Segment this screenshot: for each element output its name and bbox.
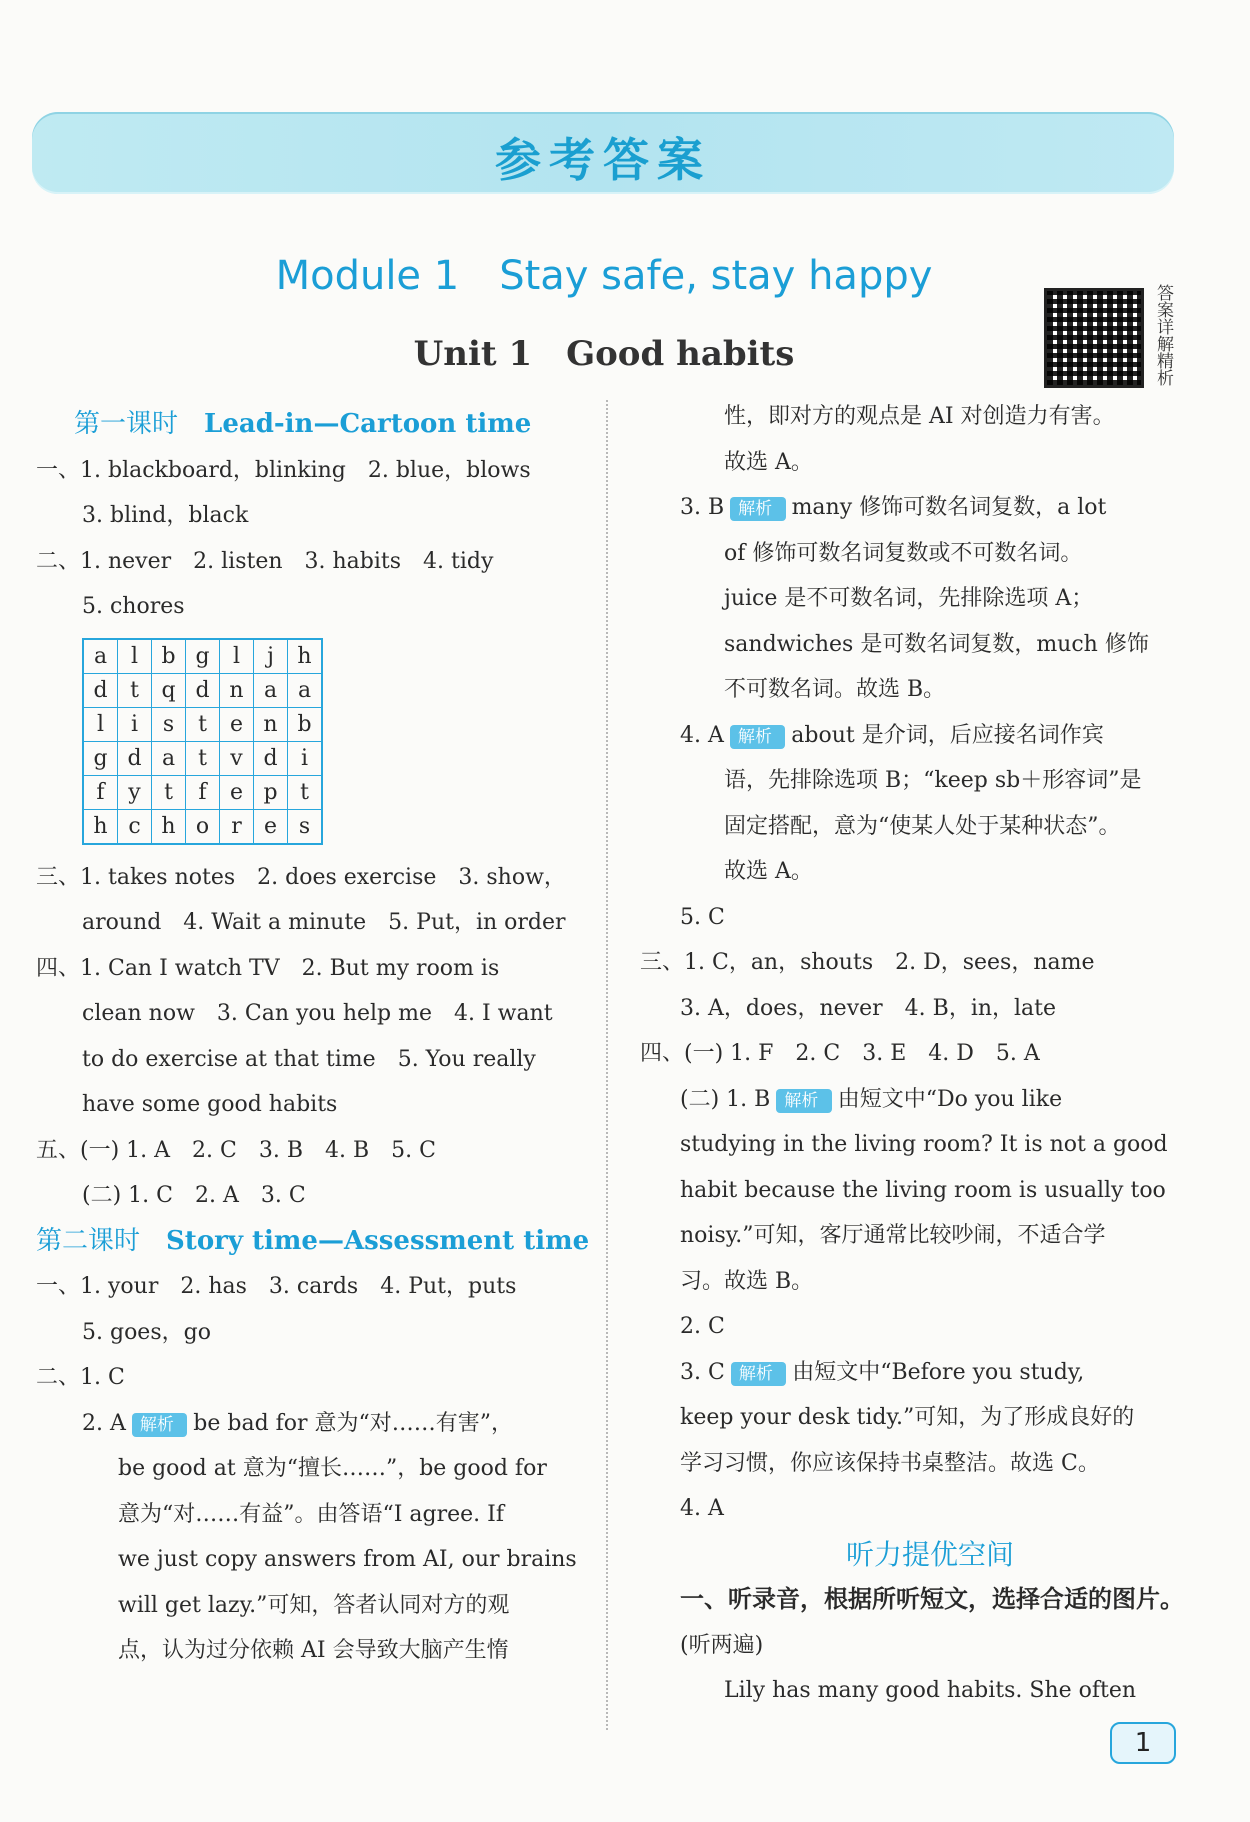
grid-cell: f xyxy=(83,775,118,809)
grid-cell: p xyxy=(254,775,288,809)
analysis-tag: 解析 · xyxy=(132,1413,187,1437)
answer-line: sandwiches 是可数名词复数，much 修饰 xyxy=(724,631,1149,657)
analysis-tag: 解析 · xyxy=(730,497,785,521)
grid-cell: i xyxy=(288,741,323,775)
answer-line: 习。故选 B。 xyxy=(680,1268,814,1294)
answer-line: will get lazy.”可知，答者认同对方的观 xyxy=(118,1592,510,1618)
answer-line: 学习习惯，你应该保持书桌整洁。故选 C。 xyxy=(680,1450,1100,1476)
grid-cell: d xyxy=(254,741,288,775)
answer-line: 3. A，does，never 4. B，in，late xyxy=(680,995,1057,1021)
grid-cell: h xyxy=(83,809,118,844)
grid-cell: t xyxy=(118,673,152,707)
grid-cell: i xyxy=(118,707,152,741)
grid-cell: e xyxy=(220,707,254,741)
answer-line: 点，认为过分依赖 AI 会导致大脑产生惰 xyxy=(118,1638,509,1663)
grid-cell: a xyxy=(288,673,323,707)
grid-cell: t xyxy=(288,775,323,809)
grid-cell: n xyxy=(254,707,288,741)
grid-cell: g xyxy=(186,639,220,674)
answer-line: 二、1. never 2. listen 3. habits 4. tidy xyxy=(36,548,494,574)
grid-cell: q xyxy=(152,673,186,707)
grid-cell: s xyxy=(152,707,186,741)
answer-line: habit because the living room is usually too xyxy=(680,1177,1166,1203)
grid-cell: d xyxy=(83,673,118,707)
grid-cell: h xyxy=(152,809,186,844)
grid-cell: v xyxy=(220,741,254,775)
grid-cell: j xyxy=(254,639,288,674)
answer-line: 故选 A。 xyxy=(724,449,813,475)
qr-label: 答案详解精析 xyxy=(1153,284,1173,386)
answer-line: be good at 意为“擅长……”，be good for xyxy=(118,1456,547,1481)
answer-line: 2. A 解析 · be bad for 意为“对……有害”， xyxy=(36,1401,584,1447)
answer-line: (二) 1. C 2. A 3. C xyxy=(82,1183,306,1208)
grid-row xyxy=(83,673,322,707)
grid-cell: t xyxy=(152,775,186,809)
answer-line: (听两遍) xyxy=(680,1632,764,1658)
answer-line: Lily has many good habits. She often xyxy=(724,1678,1137,1703)
grid-row xyxy=(83,809,322,844)
unit-title: Unit 1 Good habits xyxy=(413,334,795,374)
grid-row xyxy=(83,639,322,674)
answer-line: 四、1. Can I watch TV 2. But my room is xyxy=(36,955,500,981)
answer-line: noisy.”可知，客厅通常比较吵闹，不适合学 xyxy=(680,1223,1106,1248)
grid-row xyxy=(83,707,322,741)
answer-line: 5. chores xyxy=(82,594,185,619)
grid-cell: t xyxy=(186,707,220,741)
grid-cell: o xyxy=(186,809,220,844)
grid-cell: e xyxy=(220,775,254,809)
answer-line: 三、1. takes notes 2. does exercise 3. show， xyxy=(36,864,566,890)
module-title: Module 1 Stay safe, stay happy xyxy=(275,253,933,299)
answer-line: we just copy answers from AI, our brains xyxy=(118,1547,577,1572)
grid-cell: r xyxy=(220,809,254,844)
grid-cell: a xyxy=(83,639,118,674)
grid-cell: n xyxy=(220,673,254,707)
analysis-tag: 解析 · xyxy=(731,1362,786,1386)
answer-line: 3. B 解析 · many 修饰可数名词复数，a lot xyxy=(680,485,1180,531)
answer-line: keep your desk tidy.”可知，为了形成良好的 xyxy=(680,1405,1135,1430)
answer-line: 3. C 解析 · 由短文中“Before you study, xyxy=(680,1350,1180,1396)
answer-line: 语，先排除选项 B；“keep sb＋形容词”是 xyxy=(724,768,1142,793)
answer-line: 3. blind，black xyxy=(82,503,249,528)
grid-cell: l xyxy=(83,707,118,741)
answer-line: studying in the living room? It is not a good xyxy=(680,1132,1168,1157)
grid-cell: d xyxy=(118,741,152,775)
right-column xyxy=(640,394,1184,1714)
page-number: 1 xyxy=(1110,1722,1176,1764)
grid-cell: s xyxy=(288,809,323,844)
analysis-tag: 解析 · xyxy=(776,1089,831,1113)
answer-banner xyxy=(32,112,1174,194)
answer-line: 不可数名词。故选 B。 xyxy=(724,677,946,702)
answer-line: 四、(一) 1. F 2. C 3. E 4. D 5. A xyxy=(640,1041,1040,1066)
analysis-tag: 解析 · xyxy=(730,725,785,749)
answer-line: have some good habits xyxy=(82,1092,338,1117)
answer-line: clean now 3. Can you help me 4. I want xyxy=(82,1001,553,1026)
answer-line: around 4. Wait a minute 5. Put，in order xyxy=(82,910,566,935)
grid-cell: f xyxy=(186,775,220,809)
answer-line: to do exercise at that time 5. You really xyxy=(82,1046,536,1072)
listening-instruction: 一、听录音，根据所听短文，选择合适的图片。 xyxy=(680,1585,1184,1613)
answer-line: 5. goes，go xyxy=(82,1319,211,1345)
grid-cell: h xyxy=(288,639,323,674)
qr-code-icon[interactable] xyxy=(1044,288,1144,388)
section-title-lesson-2: 第二课时 Story time—Assessment time xyxy=(36,1225,590,1256)
grid-cell: c xyxy=(118,809,152,844)
grid-cell: b xyxy=(288,707,323,741)
grid-cell: e xyxy=(254,809,288,844)
grid-cell: b xyxy=(152,639,186,674)
column-divider xyxy=(606,400,608,1730)
answer-line: 性，即对方的观点是 AI 对创造力有害。 xyxy=(724,404,1115,429)
answer-line: 一、1. your 2. has 3. cards 4. Put，puts xyxy=(36,1274,517,1299)
answer-line: juice 是不可数名词，先排除选项 A； xyxy=(724,586,1094,611)
grid-row xyxy=(83,775,322,809)
grid-cell: a xyxy=(254,673,288,707)
answer-line: 4. A 解析 · about 是介词，后应接名词作宾 xyxy=(680,713,1180,759)
listening-section-title: 听力提优空间 xyxy=(845,1537,1014,1571)
answer-line: 五、(一) 1. A 2. C 3. B 4. B 5. C xyxy=(36,1137,436,1163)
answer-line: 4. A xyxy=(680,1496,724,1521)
left-column xyxy=(36,402,590,1674)
banner-title: 参考答案 xyxy=(495,133,711,187)
answer-line: 固定搭配，意为“使某人处于某种状态”。 xyxy=(724,813,1121,839)
answer-line: 意为“对……有益”。由答语“I agree. If xyxy=(118,1501,504,1527)
answer-line: 故选 A。 xyxy=(724,859,813,884)
answer-line: 5. C xyxy=(680,904,725,930)
grid-cell: l xyxy=(220,639,254,674)
answer-line: of 修饰可数名词复数或不可数名词。 xyxy=(724,540,1083,566)
grid-cell: a xyxy=(152,741,186,775)
grid-cell: t xyxy=(186,741,220,775)
answer-line: 一、1. blackboard，blinking 2. blue，blows xyxy=(36,457,531,483)
answer-line: 2. C xyxy=(680,1314,725,1339)
answer-line: (二) 1. B 解析 · 由短文中“Do you like xyxy=(680,1077,1180,1123)
grid-cell: y xyxy=(118,775,152,809)
word-search-grid xyxy=(82,638,323,845)
answer-line: 二、1. C xyxy=(36,1365,125,1390)
grid-cell: g xyxy=(83,741,118,775)
grid-row xyxy=(83,741,322,775)
section-title-lesson-1: 第一课时 Lead-in—Cartoon time xyxy=(74,409,532,439)
grid-cell: d xyxy=(186,673,220,707)
answer-line: 三、1. C，an，shouts 2. D，sees，name xyxy=(640,950,1095,975)
grid-cell: l xyxy=(118,639,152,674)
